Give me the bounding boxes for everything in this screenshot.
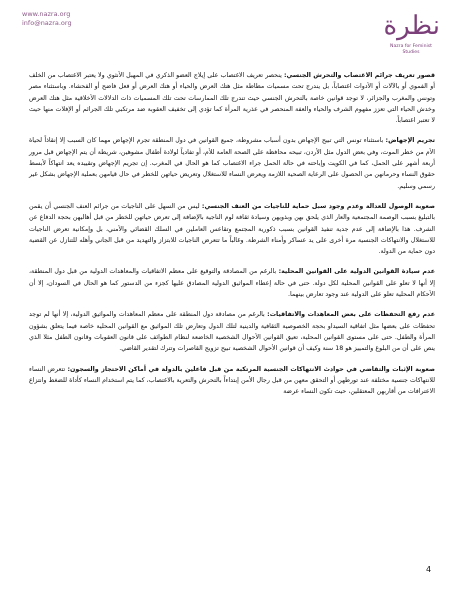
logo-wordmark: نظرة [383, 11, 440, 41]
paragraph-heading: تجريم الإجهاض: [385, 137, 435, 145]
paragraph-text: ليس من السهل على الناجيات من جرائم العنف الجنسي أن يقمن بالتبليغ بسبب الوصمة المجتمعية والعار الذي يلحق بهن وبذويهن وسيادة ثقافة لوم الناجية بالإضافة إلى تعرض حياتهن للخطر من قبل أهاليهن بحجة الدفاع عن الشرف. هذا بالإضافة إلى عدم جدية تنفيذ القوانين بسبب ذكورية المجتمع وتقاعس العاملين في السلك القضائي والأمني، بل وإمكانية تعرض الناجيات للاستغلال والانتهاكات الجنسية مرة أخرى على يد عساكر وأمناء الشرطة. وغالباً ما تتعرض الناجيات للابتزاز والتهديد من قبل الجاني وأهله للتنازل عن القضية دون حماية من الدولة. [29, 202, 435, 256]
page-header [22, 10, 442, 62]
paragraph-heading: صعوبة الوصول للعدالة وعدم وجود سبل حماية للناجيات من العنف الجنسي: [201, 202, 435, 210]
email-link[interactable]: info@nazra.org [22, 19, 72, 27]
paragraph-abortion [29, 135, 435, 191]
paragraph-text: بالرغم من مصادقة دول المنطقة على معظم المعاهدات والمواثيق الدولية، إلا أنها لم توجد تحفظات على بعضها مثل اتفاقية السيداو بحجة الخصوصية الثقافية والدينية لتلك الدول وتعارض تلك المواثيق مع القوانين المحلية خاصة فيما يتعلق بشؤون المرأة والطفل. حتى على مستوى القوانين المحلية، تعيق القوانين الأحوال الشخصية الخاضعة لنظام الطوائف على قانون العقوبات وقانون الطفل مثلا الذي ينص على أن من البلوغ والتمييز هو 18 سنة وكيف أن قوانين الأحوال الشخصية تبيح تزويج القاصرات وتترك لتقدير القاضي. [29, 311, 435, 353]
website-link[interactable]: www.nazra.org [22, 10, 71, 18]
page-number: 4 [426, 565, 432, 574]
paragraph-text: باستثناء تونس التي تبيح الإجهاض بدون أسباب مشروطة، جميع القوانين في دول المنطقة تجرم الإجهاض مهما كان السبب إلا إنقاذاً لحياة الأم من خطر الموت، وفي بعض الدول مثل الأردن، تبيحه محافظة على الصحة العامة للأم، أو تفادياً لولادة أطفال مشوهين، شريطة أن يتم الإجهاض قبل مرور أربعة أشهر على الحمل، كما في الكويت وإباحته في حالة الحمل جراء الاغتصاب كما هو الحال في المغرب. إن تجريم الإجهاض وتقييده يعد انتهاكاً لأبسط حقوق النساء وحرمانهن من الحصول على الرعاية الصحية اللازمة ويعرض النساء للاستغلال وتعريض حياتهن للخطر في حال قيامهن بعملية الإجهاض بشكل غير رسمي وسليم. [29, 137, 435, 190]
paragraph-text: ينحصر تعريف الاغتصاب على إيلاج العضو الذكري في المهبل الأنثوي ولا يعتبر الاغتصاب من الخلف أو الفموي أو بالآلات أو الأدوات اغتصاباً، بل يندرج تحت مسميات مطاطة مثل هتك العرض والحياء أو هتك العرض أو فعل فاضح أو الفحشاء. وباستثناء مصر وتونس والمغرب والجزائر، لا توجد قوانين خاصة بالتحرش الجنسي حيث تندرج تلك الممارسات تحت تلك المسميات ذات الدلالات الأخلاقية مثل هتك العرض وخدش الحياء التي تعزز مفهوم الشرف والحياء والعفة المنحصر في عذرية المرأة كما تؤدي إلى تخفيف العقوبة ضد مرتكبي تلك الجرائم أو الإفلات منها حيث لا تعتبر اغتصاباً. [29, 72, 435, 125]
paragraph-rape-definition [29, 70, 435, 126]
paragraph-detention [29, 364, 435, 398]
contact-info [22, 10, 72, 28]
paragraph-access-justice [29, 201, 435, 257]
logo-subtitle: Nazra for Feminist Studies [390, 44, 432, 55]
paragraph-heading: قصور تعريف جرائم الاغتصاب والتحرش الجنسي: [284, 72, 435, 79]
document-body [29, 70, 435, 406]
paragraph-heading: عدم رفع التحفظات على بعض المعاهدات والاتفاقيات: [267, 311, 435, 319]
paragraph-international-law [29, 266, 435, 300]
paragraph-heading: عدم سيادة القوانين الدولية على القوانين المحلية: [278, 268, 435, 276]
paragraph-reservations [29, 309, 435, 354]
paragraph-text: بالرغم من المصادقة والتوقيع على معظم الاتفاقيات والمعاهدات الدولية من قبل دول المنطقة، إلا أنها لا تعلو على القوانين المحلية لكل دولة. حتى في حالة إعطاء المواثيق الدولية المصادق عليها كجزء من الدستور كما هو الحال في السودان، إلا أن الأحكام المحلية تعلو على الدولية عند وجود تعارض بينهما. [29, 268, 435, 299]
nazra-logo [380, 10, 442, 62]
paragraph-text: تتعرض النساء للانتهاكات جنسية مختلفة عند تورطهن أو التحقق معهن من قبل رجال الأمن إبتداءاً بالتحرش والتعرية بالاغتصاب، كما يتم استخدام النساء كأداة للضغط وانتزاع الاعترافات من أقاربهن المعتقلين، حيث تكون النساء عرضة [29, 365, 435, 396]
paragraph-heading: صعوبة الإثبات والتقاضي في حوادث الانتهاكات الجنسية المرتكبة من قبل فاعلين بالدولة في أماكن الاحتجاز والسجون: [67, 365, 435, 373]
